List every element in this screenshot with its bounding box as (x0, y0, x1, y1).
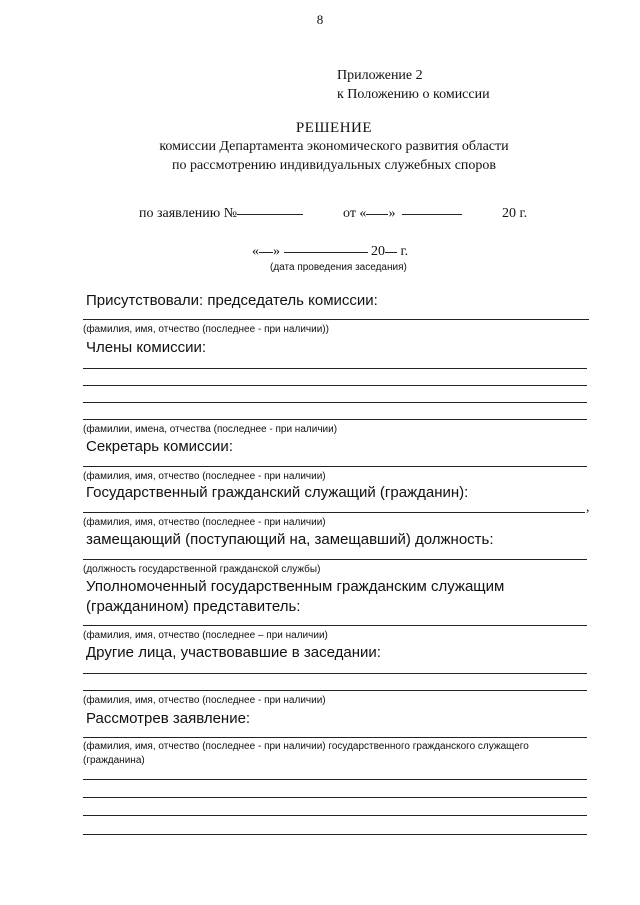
meeting-year-field[interactable] (385, 251, 397, 253)
meeting-close-quote: » (273, 244, 280, 259)
representative-line[interactable] (83, 625, 587, 626)
application-quote-close: » (388, 206, 396, 221)
application-date-row (343, 206, 462, 222)
secretary-caption: (фамилия, имя, отчество (последнее - при наличии) (83, 471, 326, 482)
other-persons-line-2[interactable] (83, 690, 587, 691)
body-line-4[interactable] (83, 834, 587, 835)
application-number-label: по заявлению № (139, 206, 238, 221)
position-line[interactable] (83, 559, 587, 560)
representative-caption: (фамилия, имя, отчество (последнее – при наличии) (83, 630, 328, 641)
position-caption: (должность государственной гражданской службы) (83, 564, 321, 575)
page-number: 8 (316, 12, 324, 27)
meeting-month-field[interactable] (284, 251, 368, 253)
meeting-year-suffix: г. (400, 244, 409, 259)
members-label: Члены комиссии: (86, 339, 207, 356)
civil-servant-label: Государственный гражданский служащий (гражданин): (86, 484, 469, 501)
application-year: 20 г. (502, 206, 528, 221)
member-line-1[interactable] (83, 368, 587, 369)
body-line-1[interactable] (83, 779, 587, 780)
appendix-line-1: Приложение 2 (337, 68, 423, 83)
body-line-2[interactable] (83, 797, 587, 798)
meeting-date-caption: (дата проведения заседания) (270, 262, 407, 273)
position-label: замещающий (поступающий на, замещавший) должность: (86, 531, 494, 548)
application-month-field[interactable] (402, 213, 462, 215)
body-line-3[interactable] (83, 815, 587, 816)
member-line-4[interactable] (83, 419, 587, 420)
document-title-line-1: комиссии Департамента экономического развития области (159, 139, 509, 154)
application-from-label: от « (343, 206, 367, 221)
civil-servant-caption: (фамилия, имя, отчество (последнее - при наличии) (83, 517, 326, 528)
application-number-row (139, 206, 303, 222)
civil-servant-line[interactable] (83, 512, 585, 513)
meeting-day-field[interactable] (259, 251, 273, 253)
application-day-field[interactable] (366, 213, 388, 215)
member-line-2[interactable] (83, 385, 587, 386)
considered-label: Рассмотрев заявление: (86, 710, 251, 727)
document-title-line-2: по рассмотрению индивидуальных служебных споров (171, 158, 497, 173)
representative-label-line-1: Уполномоченный государственным гражданским служащим (86, 578, 505, 595)
chair-caption: (фамилия, имя, отчество (последнее - при наличии)) (83, 324, 329, 335)
application-number-field[interactable] (237, 213, 303, 215)
considered-caption-line-2: (гражданина) (83, 755, 145, 766)
present-chair-label: Присутствовали: председатель комиссии: (86, 292, 378, 309)
meeting-year: 20 (371, 244, 385, 259)
member-line-3[interactable] (83, 402, 587, 403)
document-heading: РЕШЕНИЕ (295, 120, 373, 136)
meeting-open-quote: « (252, 244, 259, 259)
secretary-label: Секретарь комиссии: (86, 438, 233, 455)
appendix-line-2: к Положению о комиссии (337, 87, 490, 102)
other-persons-caption: (фамилия, имя, отчество (последнее - при наличии) (83, 695, 326, 706)
members-caption: (фамилии, имена, отчества (последнее - при наличии) (83, 424, 338, 435)
considered-caption-line-1: (фамилия, имя, отчество (последнее - при наличии) государственного гражданского служащего (83, 741, 529, 752)
representative-label-line-2: (гражданином) представитель: (86, 598, 301, 615)
chair-name-line[interactable] (83, 319, 589, 320)
civil-servant-comma: , (586, 500, 590, 515)
secretary-line[interactable] (83, 466, 587, 467)
considered-line[interactable] (83, 737, 587, 738)
other-persons-line-1[interactable] (83, 673, 587, 674)
other-persons-label: Другие лица, участвовавшие в заседании: (86, 644, 381, 661)
meeting-date-row (252, 244, 408, 260)
